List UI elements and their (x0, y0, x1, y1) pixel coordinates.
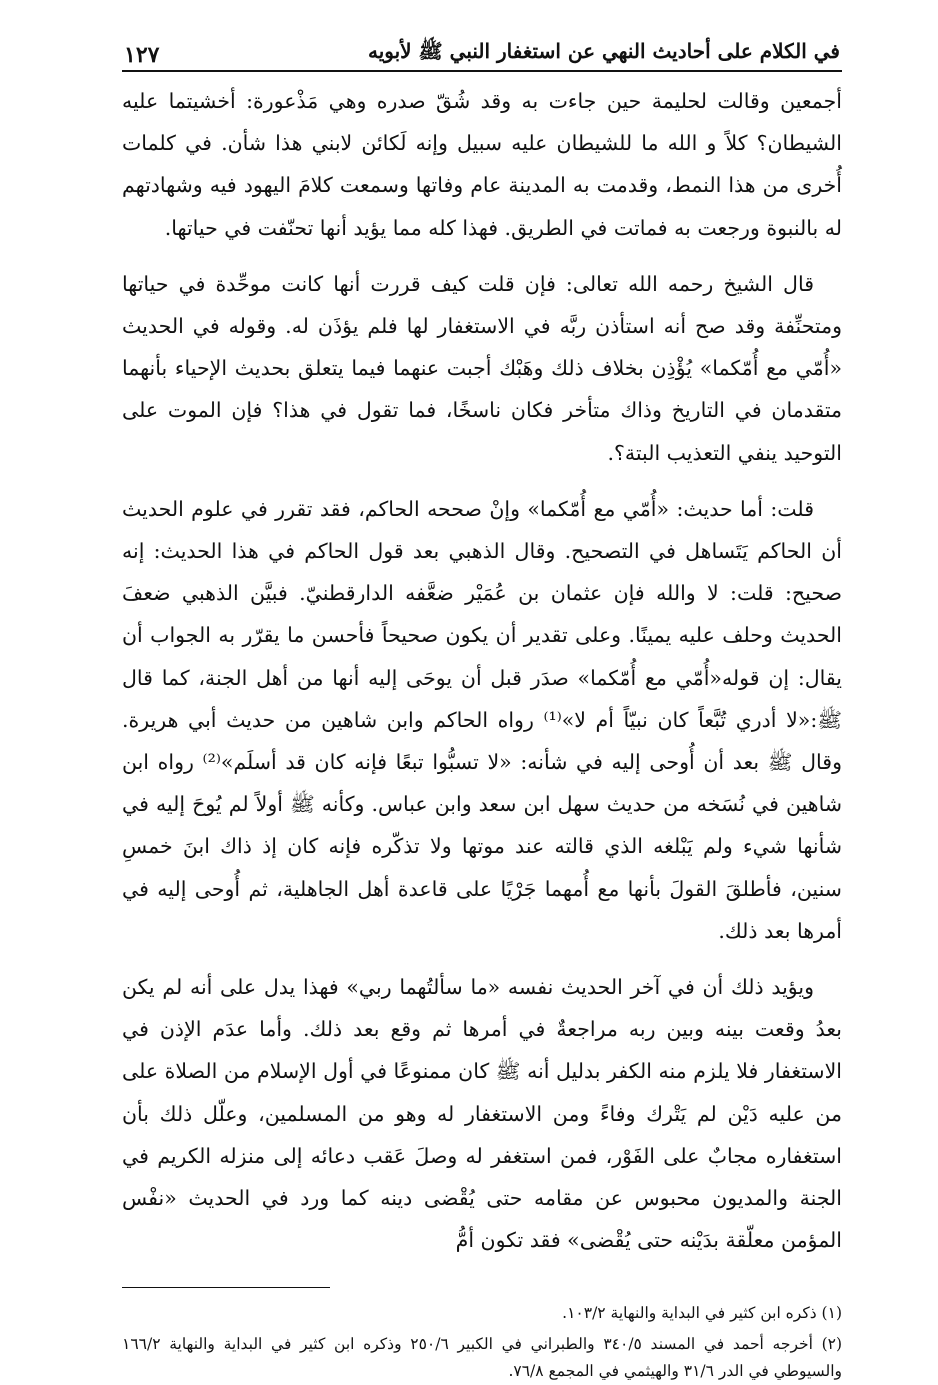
paragraph: أجمعين وقالت لحليمة حين جاءت به وقد شُقّ صدره وهي مَذْعورة: أخشيتما عليه الشيطان؟ كلاً و الله ما للشيطان عليه سبيل وإنه لَكائن لابني هذا شأن. في كلمات أُخرى من هذا النمط، وقدمت به المدينة عام وفاتها وسمعت كلامَ اليهود فيه وشهادتهم له بالنبوة ورجعت به فماتت في الطريق. فهذا كله مما يؤيد أنها تحنّفت في حياتها. (122, 89, 842, 240)
footnote-divider (122, 1287, 330, 1288)
footnote: (١) ذكره ابن كثير في البداية والنهاية ١٠٣/٢. (562, 1304, 842, 1323)
book-page (122, 30, 843, 1381)
running-header (122, 30, 842, 72)
footnotes (122, 1300, 842, 1385)
paragraph: قال الشيخ رحمه الله تعالى: فإن قلت كيف قررت أنها كانت موحِّدة في حياتها ومتحنِّفة وقد صح أنه استأذن ربَّه في الاستغفار لها فلم يؤذَن له. وقوله في الحديث «أُمّي مع أُمّكما» يُؤْذِن بخلاف ذلك وهَبْك أجبت عنهما فيما يتعلق بحديث الإحياء بأنهما متقدمان في التاريخ وذاك متأخر فكان ناسخًا، فما تقول في هذا؟ فإن الموت على التوحيد ينفي التعذيب البتة؟. (122, 271, 842, 465)
running-header-title: في الكلام على أحاديث النهي عن استغفار النبي ﷺ لأبويه (367, 39, 840, 63)
page-number: ١٢٧ (124, 42, 160, 68)
main-text (122, 80, 842, 1261)
paragraph: قلت: أما حديث: «أُمّي مع أُمّكما» وإنْ صححه الحاكم، فقد تقرر في علوم الحديث أن الحاكم يَتَساهل في التصحيح. وقال الذهبي بعد قول الحاكم في هذا الحديث: إنه صحيح: قلت: لا والله فإن عثمان بن عُمَيْر ضعَّفه الدارقطنيّ. فبيَّن الذهبي ضعفَ الحديث وحلف عليه يمينًا. وعلى تقدير أن يكون صحيحاً فأحسن ما يقرّر به الجواب أن يقال: إن قوله«أُمّي مع أُمّكما» صدَر قبل أن يوحَى إليه أنها من أهل الجنة، كما قال ﷺ:«لا أدري تُبَّعاً كان نبيّاً أم لا»⁽¹⁾ رواه الحاكم وابن شاهين من حديث أبي هريرة. وقال ﷺ بعد أن أُوحى إليه في شأنه: «لا تسبُّوا تبعًا فإنه كان قد أسلَم»⁽²⁾ رواه ابن شاهين في نُسَخه من حديث سهل ابن سعد وابن عباس. وكأنه ﷺ أولاً لم يُوحَ إليه في شأنها شيء ولم يَبْلغه الذي قالته عند موتها ولا تذكّره فإنه كان إذ ذاك ابنَ خمسِ سنين، فأطلقَ القولَ بأنها مع أُمهما جَرْيًا على قاعدة أهل الجاهلية، ثم أُوحى إليه في أمرها بعد ذلك. (122, 496, 843, 943)
footnote: (٢) أخرجه أحمد في المسند ٣٤٠/٥ والطبراني في الكبير ٢٥٠/٦ وذكره ابن كثير في البداية والنهاية ١٦٦/٢ والسيوطي في الدر ٣١/٦ والهيثمي في المجمع ٧٦/٨. (122, 1335, 843, 1381)
paragraph: ويؤيد ذلك أن في آخر الحديث نفسه «ما سألتُهما ربي» فهذا يدل على أنه لم يكن بعدُ وقعت بينه وبين ربه مراجعةٌ في أمرها ثم وقع بعد ذلك. وأما عدَم الإذن في الاستغفار فلا يلزم منه الكفر بدليل أنه ﷺ كان ممنوعًا في أول الإسلام من الصلاة على من عليه دَيْن لم يَتْرك وفاءً ومن الاستغفار له وهو من المسلمين، وعلّل ذلك بأن استغفاره مجابٌ على الفَوْر، فمن استغفر له وصلَ عَقب دعائه إلى منزله الكريم في الجنة والمديون محبوس عن مقامه حتى يُقْضى دينه كما ورد في الحديث «نفْس المؤمن معلّقة بدَيْنه حتى يُقْضى» فقد تكون أمُّ (122, 975, 843, 1253)
